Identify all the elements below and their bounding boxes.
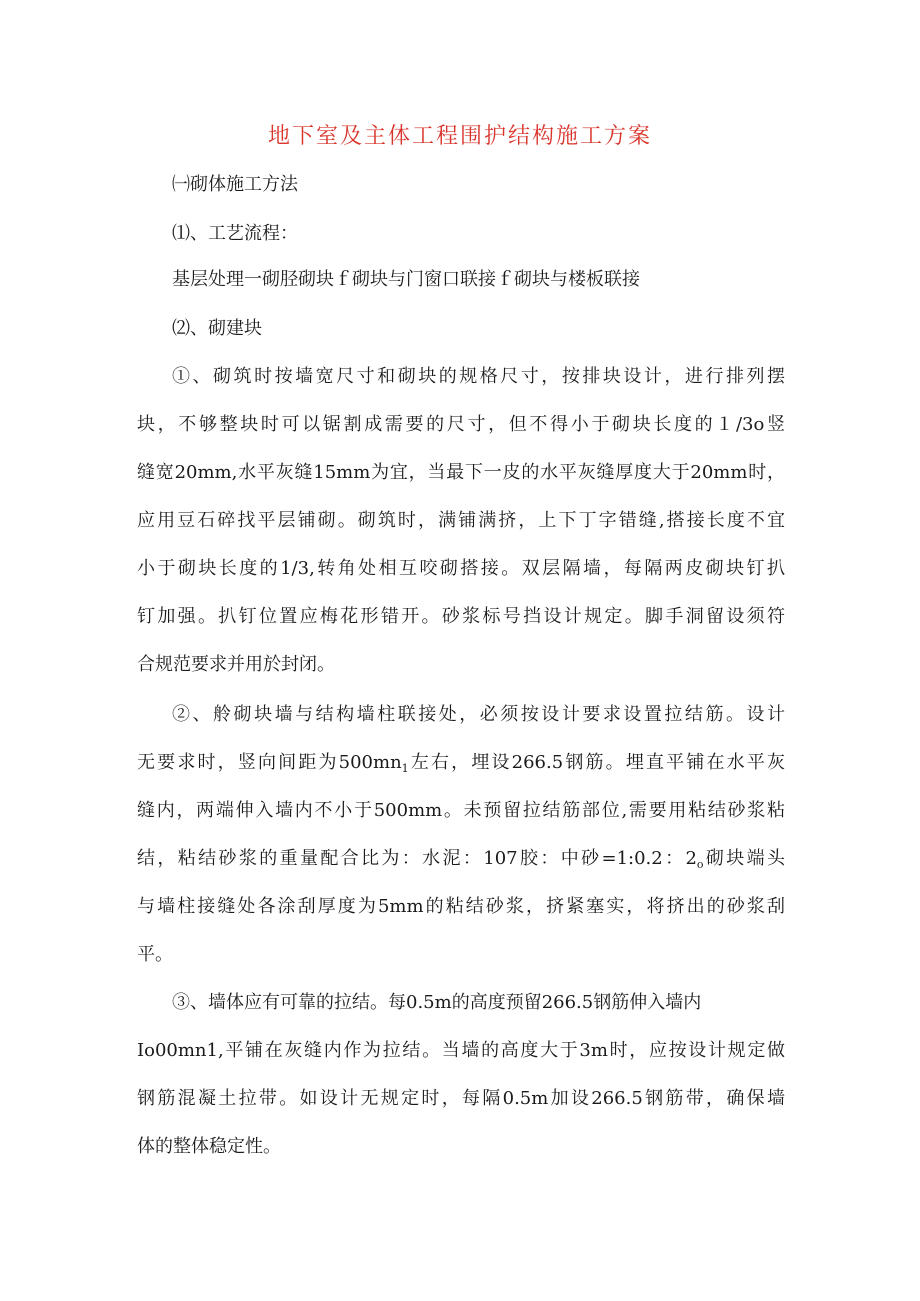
item2-heading: ⑵、砌建块 [172,318,262,339]
section-heading: ㈠砌体施工方法 [172,174,298,195]
paragraph-1-line: 钉加强。扒钉位置应梅花形错开。砂浆标号挡设计规定。脚手洞留设须符 [137,606,785,627]
paragraph-2-text: 结，粘结砂浆的重量配合比为：水泥：107胶：中砂=1:0.2：2 [137,848,697,869]
subscript: o [696,858,704,871]
paragraph-1-line: ①、砌筑时按墙宽尺寸和砌块的规格尺寸，按排块设计，进行排列摆 [172,366,785,387]
paragraph-1-line: 缝宽20mm,水平灰缝15mm为宜，当最下一皮的水平灰缝厚度大于20mm时， [137,462,785,483]
paragraph-1-line: 小于砌块长度的1/3,转角处相互咬砌搭接。双层隔墙，每隔两皮砌块钉扒 [137,558,785,579]
paragraph-3-line: ③、墙体应有可靠的拉结。每0.5m的高度预留266.5钢筋伸入墙内 [172,992,702,1013]
paragraph-3-line: 体的整体稳定性。 [137,1136,281,1157]
item1-heading: ⑴、工艺流程： [172,223,298,244]
paragraph-2-line: 缝内，两端伸入墙内不小于500mm。未预留拉结筋部位,需要用粘结砂浆粘 [137,800,785,821]
paragraph-3-line: 钢筋混凝土拉带。如设计无规定时，每隔0.5m加设266.5钢筋带，确保墙 [137,1088,785,1109]
paragraph-3-line: Io00mn1,平铺在灰缝内作为拉结。当墙的高度大于3m时，应按设计规定做 [137,1040,785,1061]
paragraph-2-line [137,748,785,784]
document-title: 地下室及主体工程围护结构施工方案 [267,124,652,149]
subscript: 1 [401,762,409,775]
process-flow: 基层处理一砌胫砌块ｆ砌块与门窗口联接ｆ砌块与楼板联接 [172,269,640,290]
paragraph-1-line: 合规范要求并用於封闭。 [137,654,335,675]
paragraph-2-line: 平。 [137,944,173,965]
paragraph-2-line [137,844,785,880]
paragraph-2-text: 无要求时，竖向间距为500mn [137,752,402,773]
paragraph-2-text: 砌块端头 [703,848,786,869]
paragraph-1-line: 块，不够整块时可以锯割成需要的尺寸，但不得小于砌块长度的１/3o竖 [137,414,785,435]
paragraph-2-line: 与墙柱接缝处各涂刮厚度为5mm的粘结砂浆，挤紧塞实，将挤出的砂浆刮 [137,896,785,917]
paragraph-1-line: 应用豆石碎找平层铺砌。砌筑时，满铺满挤，上下丁字错缝,搭接长度不宜 [137,510,785,531]
paragraph-2-line: ②、舲砌块墙与结构墙柱联接处，必须按设计要求设置拉结筋。设计 [172,704,785,725]
paragraph-2-text: 左右，埋设266.5钢筋。埋直平铺在水平灰 [408,752,785,773]
